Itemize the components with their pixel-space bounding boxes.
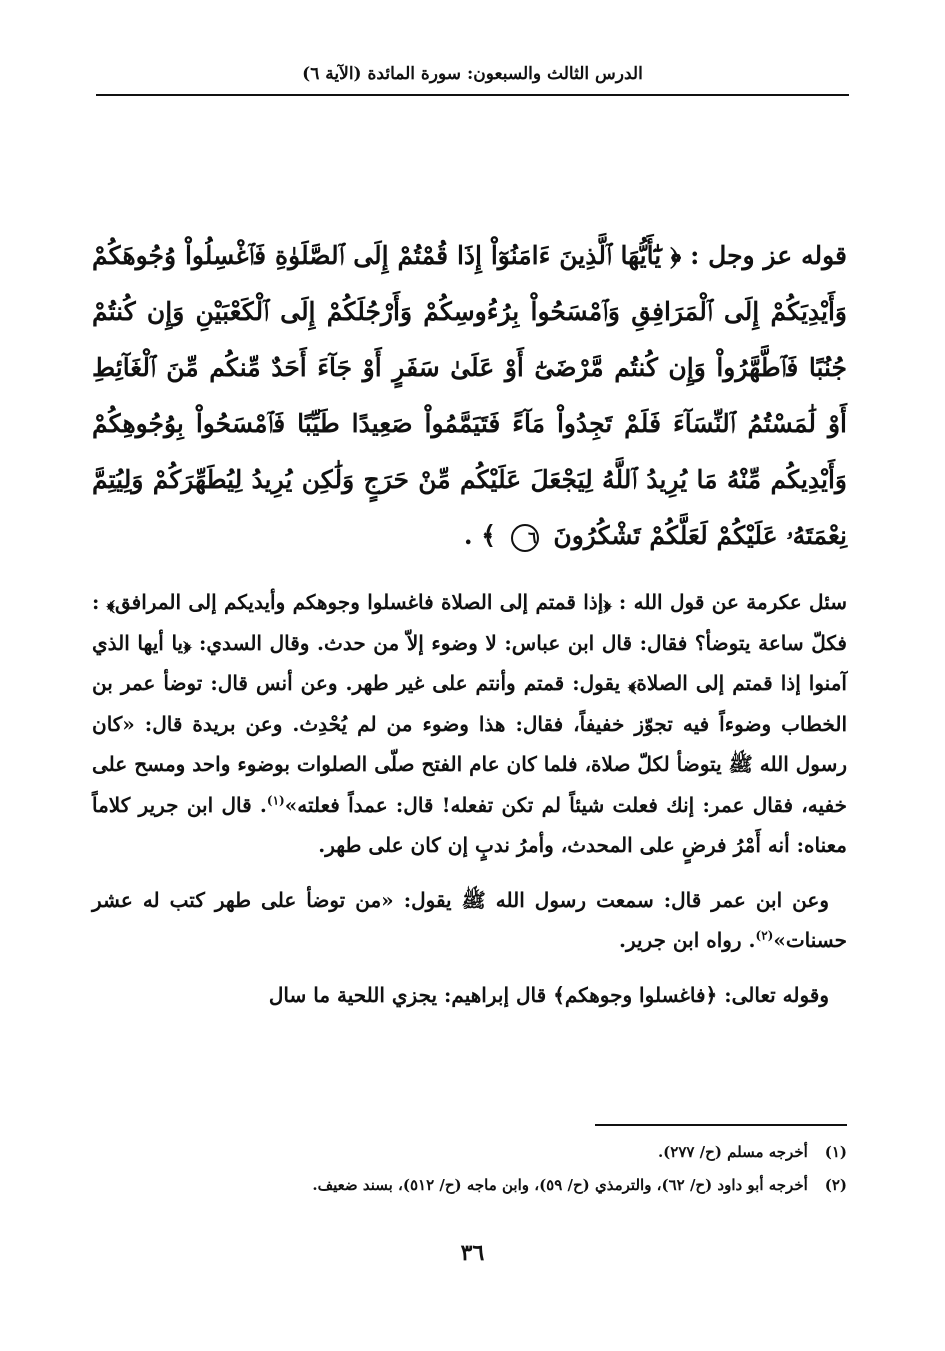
footnote-text: أخرجه مسلم (ح/ ٢٧٧). <box>657 1143 808 1161</box>
commentary-paragraph <box>92 582 847 866</box>
header-rule <box>96 94 849 96</box>
verse-text: ﴿ يَٰٓأَيُّهَا ٱلَّذِينَ ءَامَنُوٓاْ إِذَا قُمْتُمْ إِلَى ٱلصَّلَوٰةِ فَٱغْسِلُواْ وُجُوهَكُمْ وَأَيْدِيَكُمْ إِلَى ٱلْمَرَافِقِ وَٱمْسَحُواْ بِرُءُوسِكُمْ وَأَرْجُلَكُمْ إِلَى ٱلْكَعْبَيْنِ وَإِن كُنتُمْ جُنُبًا فَٱطَّهَّرُواْ وَإِن كُنتُم مَّرْضَىٰٓ أَوْ عَلَىٰ سَفَرٍ أَوْ جَآءَ أَحَدٌ مِّنكُم مِّنَ ٱلْغَآئِطِ أَوْ لَٰمَسْتُمُ ٱلنِّسَآءَ فَلَمْ تَجِدُواْ مَآءً فَتَيَمَّمُواْ صَعِيدًا طَيِّبًا فَٱمْسَحُواْ بِوُجُوهِكُمْ وَأَيْدِيكُم مِّنْهُ مَا يُرِيدُ ٱللَّهُ لِيَجْعَلَ عَلَيْكُم مِّنْ حَرَجٍ وَلَٰكِن يُرِيدُ لِيُطَهِّرَكُمْ وَلِيُتِمَّ نِعْمَتَهُۥ عَلَيْكُمْ لَعَلَّكُمْ تَشْكُرُونَ <box>92 241 847 550</box>
running-header: الدرس الثالث والسبعون: سورة المائدة (الآية ٦) <box>302 64 643 84</box>
main-text <box>92 228 847 1029</box>
paragraph-text: سئل عكرمة عن قول الله : ﴿إذا قمتم إلى الصلاة فاغسلوا وجوهكم وأيديكم إلى المرافق﴾ : فكلّ ساعة يتوضأ؟ فقال: قال ابن عباس: لا وضوء إلاّ من حدث. وقال السدي: ﴿يا أيها الذي آمنوا إذا قمتم إلى الصلاة﴾ يقول: قمتم وأنتم على غير طهر. وعن أنس قال: توضأ عمر بن الخطاب وضوءاً فيه تجوّز خفيفاً، فقال: هذا وضوء من لم يُحْدِث. وعن بريدة قال: «كان رسول الله ﷺ يتوضأ لكلّ صلاة، فلما كان عام الفتح صلّى الصلوات بوضوء واحد ومسح على خفيه، فقال عمر: إنك فعلت شيئاً لم تكن تفعله! قال: عمداً فعلته» <box>92 590 847 817</box>
footnote-rule <box>595 1124 847 1126</box>
footnote-number: (١) <box>824 1143 847 1161</box>
commentary-paragraph <box>92 975 847 1016</box>
ayah-number-marker: ٦ <box>511 524 539 552</box>
paragraph-text: وقوله تعالى: ﴿فاغسلوا وجوهكم﴾ قال إبراهيم: يجزي اللحية ما سال <box>268 982 829 1007</box>
quran-verse-block <box>92 228 847 564</box>
footnote-number: (٢) <box>824 1176 847 1194</box>
footnote-text: أخرجه أبو داود (ح/ ٦٢)، والترمذي (ح/ ٥٩)، وابن ماجه (ح/ ٥١٢)، بسند ضعيف. <box>312 1176 808 1194</box>
verse-intro: قوله عز وجل : <box>690 241 847 270</box>
paragraph-tail: . قال ابن جرير كلاماً معناه: أنه أَمْرُ فرضٍ على المحدث، وأمرُ ندبٍ إن كان على طهر. <box>92 792 847 857</box>
verse-closing: ﴾ . <box>463 521 496 550</box>
footnote-ref[interactable]: (٢) <box>755 928 774 943</box>
footnote-ref[interactable]: (١) <box>266 792 285 807</box>
footnotes <box>96 1136 847 1202</box>
footnote-item <box>96 1169 847 1202</box>
page-number: ٣٦ <box>460 1240 485 1266</box>
paragraph-tail: . رواه ابن جرير. <box>618 928 756 952</box>
paragraph-text: وعن ابن عمر قال: سمعت رسول الله ﷺ يقول: «من توضأ على طهر كتب له عشر حسنات» <box>92 887 847 952</box>
footnote-item <box>96 1136 847 1169</box>
commentary-paragraph <box>92 880 847 961</box>
